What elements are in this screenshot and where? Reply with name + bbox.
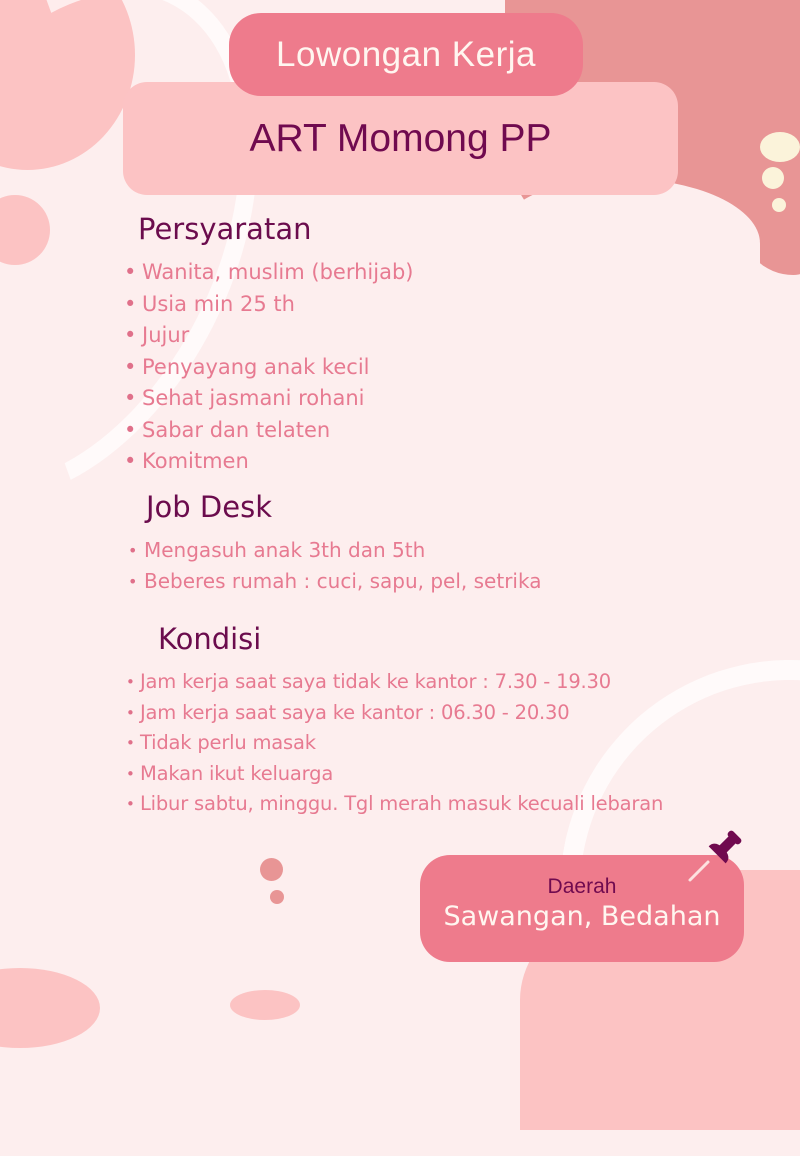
list-item: • Penyayang anak kecil — [124, 352, 413, 384]
conditions-list — [126, 667, 663, 820]
position-box — [123, 82, 678, 195]
decorative-dot — [762, 167, 784, 189]
decorative-dot — [772, 198, 786, 212]
list-item: • Libur sabtu, minggu. Tgl merah masuk kecuali lebaran — [126, 789, 663, 820]
page-title: Lowongan Kerja — [276, 34, 536, 74]
decorative-dot — [760, 132, 800, 162]
list-item: • Sabar dan telaten — [124, 415, 413, 447]
list-item: • Beberes rumah : cuci, sapu, pel, setrika — [128, 566, 541, 597]
requirements-list — [124, 257, 413, 478]
list-item: • Mengasuh anak 3th dan 5th — [128, 535, 541, 566]
list-item: • Wanita, muslim (berhijab) — [124, 257, 413, 289]
position-title: ART Momong PP — [249, 116, 552, 160]
section-heading-job-desk: Job Desk — [146, 490, 272, 524]
list-item: • Sehat jasmani rohani — [124, 383, 413, 415]
job-desk-list — [128, 535, 541, 597]
section-heading-conditions: Kondisi — [158, 622, 262, 656]
list-item: • Jujur — [124, 320, 413, 352]
location-value: Sawangan, Bedahan — [443, 901, 721, 932]
list-item: • Tidak perlu masak — [126, 728, 663, 759]
list-item: • Komitmen — [124, 446, 413, 478]
decorative-dot — [260, 858, 283, 881]
location-label: Daerah — [547, 875, 617, 898]
list-item: • Jam kerja saat saya ke kantor : 06.30 - 20.30 — [126, 698, 663, 729]
decorative-blob-bottom-left — [0, 968, 100, 1048]
list-item: • Makan ikut keluarga — [126, 759, 663, 790]
decorative-blob-bottom — [230, 990, 300, 1020]
pushpin-icon — [686, 826, 746, 886]
decorative-dot — [270, 890, 284, 904]
section-heading-requirements: Persyaratan — [138, 212, 312, 246]
title-pill — [229, 13, 583, 96]
list-item: • Jam kerja saat saya tidak ke kantor : 7.30 - 19.30 — [126, 667, 663, 698]
list-item: • Usia min 25 th — [124, 289, 413, 321]
